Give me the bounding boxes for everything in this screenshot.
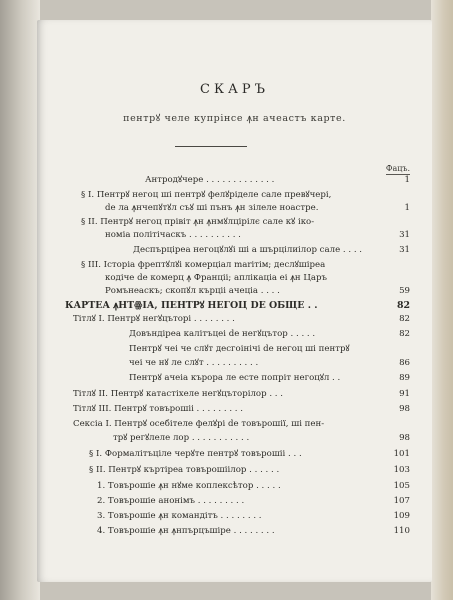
toc-row [37,389,410,400]
toc-entry-text: § II. Пентрꙋ негоц прівіт ꙟн ꙟнмꙋлцірілє сале кꙋ іко- [81,217,315,227]
toc-page-number: 1 [404,203,410,213]
toc-entry-text: Тітлꙋ II. Пентрꙋ катастіхеле негꙋцъторілор . . . [73,389,283,399]
toc-page-number: 110 [393,526,410,536]
toc-page-number: 109 [393,511,410,521]
toc-page-number: 86 [399,358,410,368]
toc-page-number: 82 [399,329,410,339]
toc-entry-text: de ла ꙟнчепꙋтꙋл съꙋ ші пънъ ꙟн зілеле ноастре. [105,203,319,213]
toc-row [37,358,410,369]
toc-entry-text: Тітлꙋ III. Пентрꙋ товърошіі . . . . . . . . . [73,404,243,414]
toc-row [37,419,410,430]
toc-row [37,465,410,476]
toc-entry-text: Пентрꙋ ачеіа кърора ле есте попріт негоцꙋл . . [129,373,341,383]
toc-page-number: 89 [399,373,410,383]
toc-page-number: 91 [399,389,410,399]
toc-entry-text: Довъндіреа калітъцеі de негꙋцътор . . . . . [129,329,316,339]
toc-row [37,481,410,492]
toc-row [37,230,410,241]
toc-row [37,203,410,214]
toc-entry-text: Тітлꙋ I. Пентрꙋ негꙋцъторі . . . . . . . . [73,314,235,324]
toc-entry-text: кодіче de комерц ꙟ Франціі; aплікаціа еі ꙟн Царъ [105,273,327,283]
toc-row [37,286,410,297]
toc-entry-text: Деспърціреа негоцꙋлꙋі ші а шърцілиілор сале . . . . [133,245,363,255]
toc-entry-text: Ромънеаскъ; скопꙋл кърціі ачеціа . . . . [105,286,280,296]
toc-entry-text: Пентрꙋ чеі че слꙋт десгоінічі de негоц ші пентрꙋ [129,344,350,354]
toc-entry-text: 2. Товърошіе анонімъ . . . . . . . . . [97,496,245,506]
toc-row [37,217,410,228]
toc-entry-text: 4. Товърошіе ꙟн ꙟнпърцъшіре . . . . . . . . [97,526,275,536]
toc-entry-text: номіа політічаскъ . . . . . . . . . . [105,230,241,240]
page-subtitle: пентрꙋ челе купрінсе ꙟн ачеастъ карте. [123,113,346,124]
toc-page-number: 98 [399,433,410,443]
toc-row [37,190,410,201]
page-column-header: Фацъ. [385,164,410,173]
book-spine [0,0,40,600]
toc-row [37,329,410,340]
toc-row [37,273,410,284]
toc-entry-text: § I. Формалітъціле черꙋте пентрꙋ товърошіі . . . [89,449,302,459]
toc-entry-text: 3. Товърошіе ꙟн командітъ . . . . . . . . [97,511,262,521]
divider-rule [175,146,247,147]
toc-row [37,245,410,256]
toc-page-number: 31 [399,245,410,255]
toc-page-number: 105 [393,481,410,491]
toc-row [37,260,410,271]
toc-row [37,433,410,444]
toc-page-number: 31 [399,230,410,240]
page-title: СКАРЪ [200,82,269,97]
toc-page-number: 107 [393,496,410,506]
toc-row [37,344,410,355]
toc-page-number: 101 [393,449,410,459]
toc-row [37,449,410,460]
book-page [37,20,432,582]
toc-entry-text: § III. Історіа фрептꙋлꙋі комерціал marітім; деслꙋшіреа [81,260,326,270]
toc-entry-text: § I. Пентрꙋ негоц ші пентрꙋ фелꙋріделе сале превꙋчері, [81,190,332,200]
toc-entry-text: 1. Товърошіе ꙟн нꙋме коплексѣтор . . . . . [97,481,281,491]
toc-page-number: 98 [399,404,410,414]
toc-entry-text: Сексіа I. Пентрꙋ осебітеле фелꙋрі de товърошії, ші пен- [73,419,325,429]
toc-row [37,496,410,507]
toc-row [37,314,410,325]
toc-page-number: 82 [396,300,410,311]
toc-page-number: 59 [399,286,410,296]
toc-page-number: 82 [399,314,410,324]
toc-entry-text: КАРТЕА ꙟНТꙮІА, ПЕНТРꙋ НЕГОЦ DE ОБЩЕ . . [65,300,318,311]
toc-row [37,404,410,415]
toc-entry-text: трꙋ регꙋлеле лор . . . . . . . . . . . [113,433,250,443]
toc-row [37,175,410,186]
toc-row-part [37,300,410,311]
toc-row [37,511,410,522]
toc-entry-text: § II. Пентрꙋ къртіреа товърошіілор . . . . . . [89,465,280,475]
toc-row [37,526,410,537]
toc-page-number: 103 [393,465,410,475]
page-edges [431,0,453,600]
toc-page-number: 1 [404,175,410,185]
toc-entry-text: чеі че нꙋ ле слꙋт . . . . . . . . . . [129,358,259,368]
toc-row [37,373,410,384]
toc-entry-text: Антродꙋчере . . . . . . . . . . . . . [145,175,275,185]
